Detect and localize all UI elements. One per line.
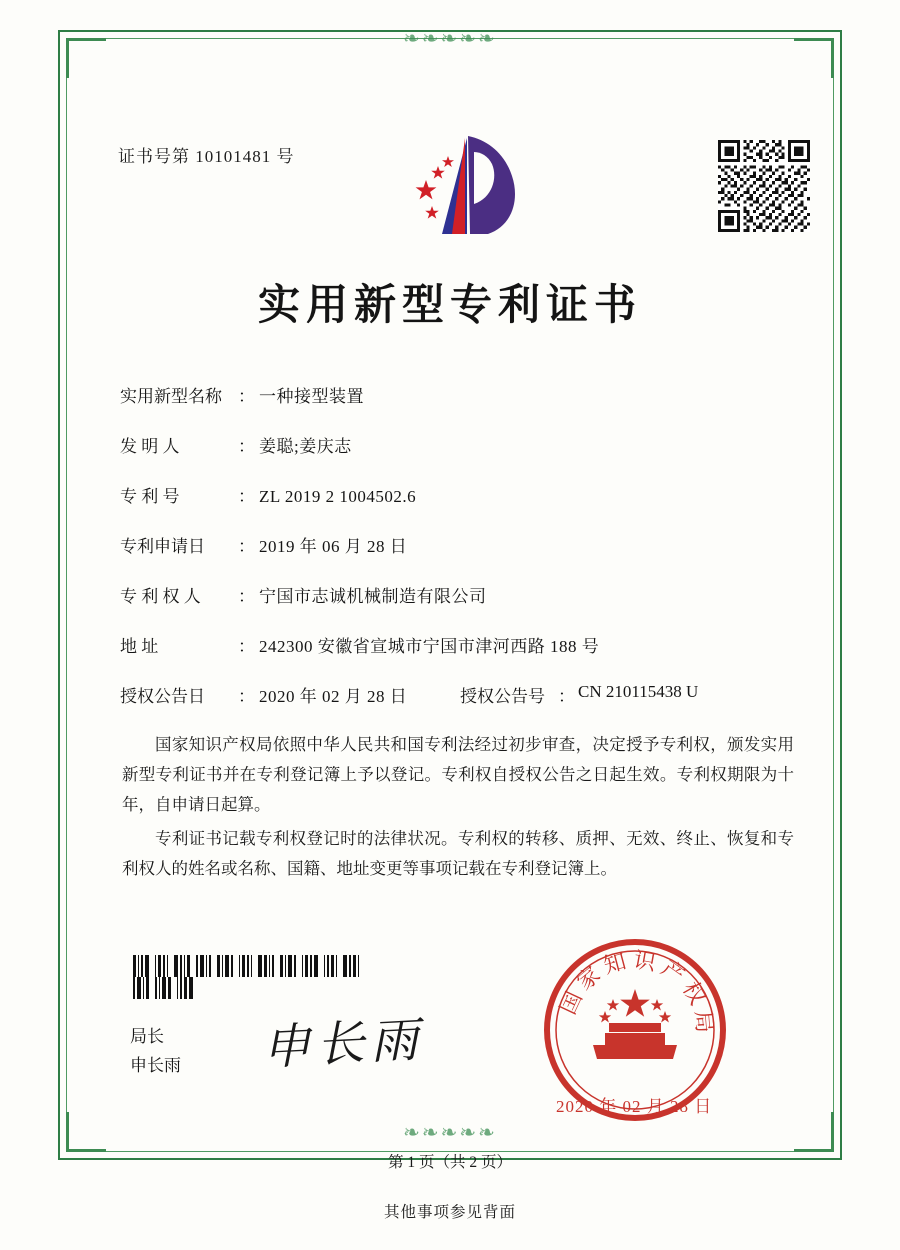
svg-text:国家知识产权局: 国家知识产权局 <box>555 947 717 1039</box>
barcode <box>133 955 361 977</box>
corner-ornament-top-left <box>66 38 106 78</box>
field-row-grant-announcement <box>120 682 820 732</box>
footnote: 其他事项参见背面 <box>383 1204 516 1221</box>
field-value: 242300 安徽省宣城市宁国市津河西路 188 号 <box>259 637 600 656</box>
field-label: 专 利 号 <box>120 487 180 506</box>
legal-text <box>122 730 794 888</box>
qr-code-icon <box>718 140 810 232</box>
field-row-patentee <box>120 582 820 632</box>
field-separator: ： <box>238 587 255 606</box>
field-row-inventor <box>120 432 820 482</box>
field-separator-secondary: ： <box>558 687 575 706</box>
field-row-application-date <box>120 532 820 582</box>
certificate-number: 证书号第 10101481 号 <box>118 147 295 166</box>
field-value: 宁国市志诚机械制造有限公司 <box>259 587 487 606</box>
patent-fields <box>120 382 820 732</box>
field-label: 实用新型名称 <box>120 387 222 406</box>
cnipa-logo-icon <box>408 130 528 248</box>
field-value: 一种接型装置 <box>259 387 364 406</box>
corner-ornament-bottom-left <box>66 1112 106 1152</box>
field-separator: ： <box>238 537 255 556</box>
field-separator: ： <box>238 437 255 456</box>
field-label-secondary: 授权公告号 <box>460 687 545 706</box>
field-value-secondary: CN 210115438 U <box>578 682 699 701</box>
corner-ornament-bottom-right <box>794 1112 834 1152</box>
field-label: 专 利 权 人 <box>120 587 201 606</box>
field-value: 姜聪;姜庆志 <box>259 437 352 456</box>
corner-ornament-top-right <box>794 38 834 78</box>
field-separator: ： <box>238 487 255 506</box>
field-row-utility-model-name <box>120 382 820 432</box>
field-label: 地 址 <box>120 637 159 656</box>
field-row-patent-number <box>120 482 820 532</box>
field-value: ZL 2019 2 1004502.6 <box>259 487 417 506</box>
field-label: 授权公告日 <box>120 687 205 706</box>
field-separator: ： <box>238 387 255 406</box>
field-value: 2019 年 06 月 28 日 <box>259 537 408 556</box>
field-label: 专利申请日 <box>120 537 205 556</box>
page-title: 实用新型专利证书 <box>257 280 642 329</box>
handwritten-signature: 申长雨 <box>260 1011 426 1077</box>
field-separator: ： <box>238 687 255 706</box>
director-label: 局长 <box>130 1027 164 1046</box>
decorative-flourish-bottom: ❧❧❧❧❧ <box>403 1122 497 1144</box>
field-label: 发 明 人 <box>120 437 180 456</box>
field-separator: ： <box>238 637 255 656</box>
legal-paragraph-2: 专利证书记载专利权登记时的法律状况。专利权的转移、质押、无效、终止、恢复和专利权人的姓名或名称、国籍、地址变更等事项记载在专利登记簿上。 <box>122 829 794 878</box>
seal-date: 2020 年 02 月 28 日 <box>556 1097 713 1116</box>
field-row-address <box>120 632 820 682</box>
director-block <box>130 1022 181 1080</box>
director-name: 申长雨 <box>130 1056 181 1075</box>
decorative-flourish-top: ❧❧❧❧❧ <box>403 28 497 50</box>
legal-paragraph-1: 国家知识产权局依照中华人民共和国专利法经过初步审查，决定授予专利权，颁发实用新型专利证书并在专利登记簿上予以登记。专利权自授权公告之日起生效。专利权期限为十年，自申请日起算。 <box>122 735 794 814</box>
field-value: 2020 年 02 月 28 日 <box>259 687 408 706</box>
page-number: 第 1 页（共 2 页） <box>387 1154 512 1171</box>
